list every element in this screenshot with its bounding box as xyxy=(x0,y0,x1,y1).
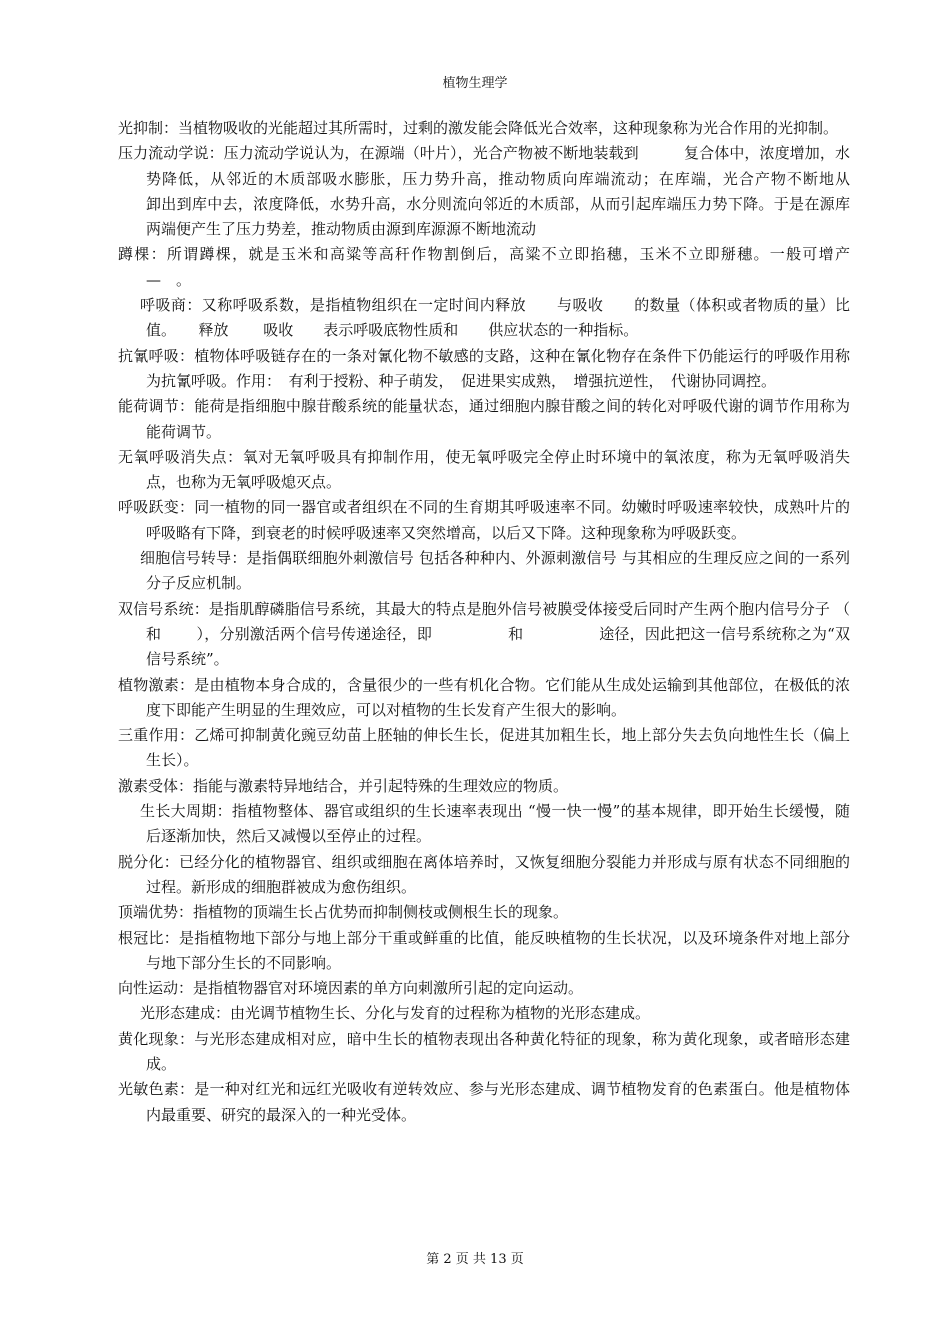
entry-term: 光抑制 xyxy=(118,119,164,137)
glossary-entry xyxy=(118,799,850,850)
glossary-entry xyxy=(118,1001,850,1026)
entry-separator: ： xyxy=(179,397,195,416)
glossary-entry xyxy=(118,445,850,496)
entry-term: 压力流动学说 xyxy=(118,144,209,163)
entry-definition: 氧对无氧呼吸具有抑制作用，使无氧呼吸完全停止时环境中的氧浓度，称为无氧呼吸消失点，也称为无氧呼吸熄灭点。 xyxy=(146,447,850,492)
glossary-entry xyxy=(118,774,850,799)
glossary-entry xyxy=(118,976,850,1001)
entry-definition: 是指植物地下部分与地上部分干重或鲜重的比值，能反映植物的生长状况，以及环境条件对地上部分与地下部分生长的不同影响。 xyxy=(146,928,850,972)
entry-separator: ： xyxy=(150,245,167,264)
entry-term: 蹲棵 xyxy=(118,245,151,264)
entry-definition: 指植物整体、器官或组织的生长速率表现出 “慢一快一慢”的基本规律，即开始生长缓慢，随后逐渐加快，然后又减慢以至停止的过程。 xyxy=(146,802,850,846)
entry-separator: ： xyxy=(179,675,195,694)
entry-definition: 由光调节植物生长、分化与发育的过程称为植物的光形态建成。 xyxy=(230,1004,651,1023)
entry-separator: ： xyxy=(163,119,179,137)
entry-definition: 所谓蹲棵，就是玉米和高粱等高秆作物割倒后，高粱不立即掐穗，玉米不立即掰穗。一般可增产 — 。 xyxy=(146,245,870,289)
entry-term: 顶端优势 xyxy=(118,903,179,922)
entry-definition: 指能与激素特异地结合，并引起特殊的生理效应的物质。 xyxy=(193,776,569,795)
entry-definition: 是一种对红光和远红光吸收有逆转效应、参与光形态建成、调节植物发育的色素蛋白。他是植物体内最重要、研究的最深入的一种光受体。 xyxy=(146,1080,850,1124)
glossary-content xyxy=(118,116,896,1128)
glossary-entry xyxy=(118,597,895,673)
glossary-entry xyxy=(118,242,870,293)
entry-definition: 同一植物的同一器官或者组织在不同的生育期其呼吸速率不同。幼嫩时呼吸速率较快，成熟叶片的呼吸略有下降，到衰老的时候呼吸速率又突然增高，以后又下降。这种现象称为呼吸跃变。 xyxy=(146,498,850,542)
entry-term: 生长大周期 xyxy=(140,802,217,821)
entry-separator: ： xyxy=(179,1080,195,1099)
entry-separator: ： xyxy=(208,144,224,163)
entry-definition: 又称呼吸系数，是指植物组织在一定时间内释放 与吸收 的数量（体积或者物质的量）比值。 释放 吸收 表示呼吸底物性质和 供应状态的一种指标。 xyxy=(146,296,850,340)
entry-separator: ： xyxy=(186,296,202,315)
entry-separator: ： xyxy=(178,776,194,795)
glossary-entry xyxy=(118,546,850,597)
entry-definition: 指植物的顶端生长占优势而抑制侧枝或侧根生长的现象。 xyxy=(193,903,569,922)
glossary-entry xyxy=(118,850,850,901)
entry-definition: 是指肌醇磷脂信号系统，其最大的特点是胞外信号被膜受体接受后同时产生两个胞内信号分子 （ 和 ），分别激活两个信号传递途径，即 和 途径，因此把这一信号系统称之为“双信号系统”。 xyxy=(146,599,895,669)
page-footer: 第 2 页 共 13 页 xyxy=(426,1252,524,1267)
glossary-entry xyxy=(118,394,850,445)
entry-term: 细胞信号转导 xyxy=(140,549,232,568)
entry-term: 能荷调节 xyxy=(118,397,180,416)
entry-term: 双信号系统 xyxy=(118,599,194,618)
entry-separator: ： xyxy=(163,928,180,947)
entry-separator: ： xyxy=(216,802,232,821)
entry-term: 根冠比 xyxy=(118,928,164,947)
entry-separator: ： xyxy=(178,979,194,998)
entry-definition: 已经分化的植物器官、组织或细胞在离体培养时，又恢复细胞分裂能力并形成与原有状态不同细胞的过程。新形成的细胞群被成为愈伤组织。 xyxy=(146,852,850,896)
entry-definition: 压力流动学说认为，在源端（叶片），光合产物被不断地装载到 复合体中，浓度增加，水势降低，从邻近的木质部吸水膨胀，压力势升高，推动物质向库端流动；在库端，光合产物不断地从 卸出到库中去，浓度降低，水势升高，水分则流向邻近的木质部，从而引起库端压力势下降。于是在源库两端便产生了压力势差，推动物质由源到库源源不断地流动 xyxy=(146,144,896,239)
entry-term: 光形态建成 xyxy=(140,1004,216,1023)
glossary-entry xyxy=(118,900,850,925)
entry-term: 三重作用 xyxy=(118,726,180,745)
entry-definition: 植物体呼吸链存在的一条对氰化物不敏感的支路，这种在氰化物存在条件下仍能运行的呼吸作用称为抗氰呼吸。作用： 有利于授粉、种子萌发， 促进果实成熟， 增强抗逆性， 代谢协同调控。 xyxy=(146,346,850,390)
entry-term: 脱分化 xyxy=(118,852,164,871)
entry-separator: ： xyxy=(179,498,195,517)
entry-separator: ： xyxy=(193,599,209,618)
entry-term: 激素受体 xyxy=(118,776,179,795)
glossary-entry xyxy=(118,926,850,977)
glossary-entry xyxy=(118,495,850,546)
entry-separator: ： xyxy=(231,549,247,568)
entry-separator: ： xyxy=(227,447,243,466)
entry-definition: 是由植物本身合成的，含量很少的一些有机化合物。它们能从生成处运输到其他部位，在极低的浓度下即能产生明显的生理效应，可以对植物的生长发育产生很大的影响。 xyxy=(146,675,850,719)
page-header: 植物生理学 xyxy=(442,76,508,91)
entry-definition: 与光形态建成相对应，暗中生长的植物表现出各种黄化特征的现象，称为黄化现象，或者暗形态建成。 xyxy=(146,1029,850,1073)
entry-term: 无氧呼吸消失点 xyxy=(118,447,228,466)
glossary-entry xyxy=(118,1077,850,1128)
entry-separator: ： xyxy=(179,726,195,745)
entry-separator: ： xyxy=(179,1029,195,1048)
glossary-entry xyxy=(118,1027,850,1078)
entry-definition: 能荷是指细胞中腺苷酸系统的能量状态，通过细胞内腺苷酸之间的转化对呼吸代谢的调节作用称为能荷调节。 xyxy=(146,397,850,441)
entry-definition: 是指植物器官对环境因素的单方向刺激所引起的定向运动。 xyxy=(193,979,584,998)
entry-term: 植物激素 xyxy=(118,675,180,694)
entry-term: 呼吸跃变 xyxy=(118,498,180,517)
entry-separator: ： xyxy=(215,1004,231,1023)
glossary-entry xyxy=(118,293,850,344)
entry-term: 向性运动 xyxy=(118,979,179,998)
glossary-entry xyxy=(118,723,850,774)
entry-separator: ： xyxy=(163,852,180,871)
glossary-entry xyxy=(118,116,850,141)
glossary-entry xyxy=(118,344,850,395)
entry-definition: 当植物吸收的光能超过其所需时，过剩的激发能会降低光合效率，这种现象称为光合作用的光抑制。 xyxy=(178,119,839,137)
entry-definition: 是指偶联细胞外刺激信号 包括各种种内、外源刺激信号 与其相应的生理反应之间的一系列分子反应机制。 xyxy=(146,549,850,593)
entry-term: 呼吸商 xyxy=(140,296,187,315)
entry-separator: ： xyxy=(179,346,195,365)
entry-separator: ： xyxy=(178,903,194,922)
entry-term: 黄化现象 xyxy=(118,1029,180,1048)
glossary-entry xyxy=(118,673,850,724)
entry-definition: 乙烯可抑制黄化豌豆幼苗上胚轴的伸长生长，促进其加粗生长，地上部分失去负向地性生长（偏上生长）。 xyxy=(146,726,850,770)
entry-term: 抗氰呼吸 xyxy=(118,346,180,365)
entry-term: 光敏色素 xyxy=(118,1080,180,1099)
glossary-entry xyxy=(118,141,896,242)
